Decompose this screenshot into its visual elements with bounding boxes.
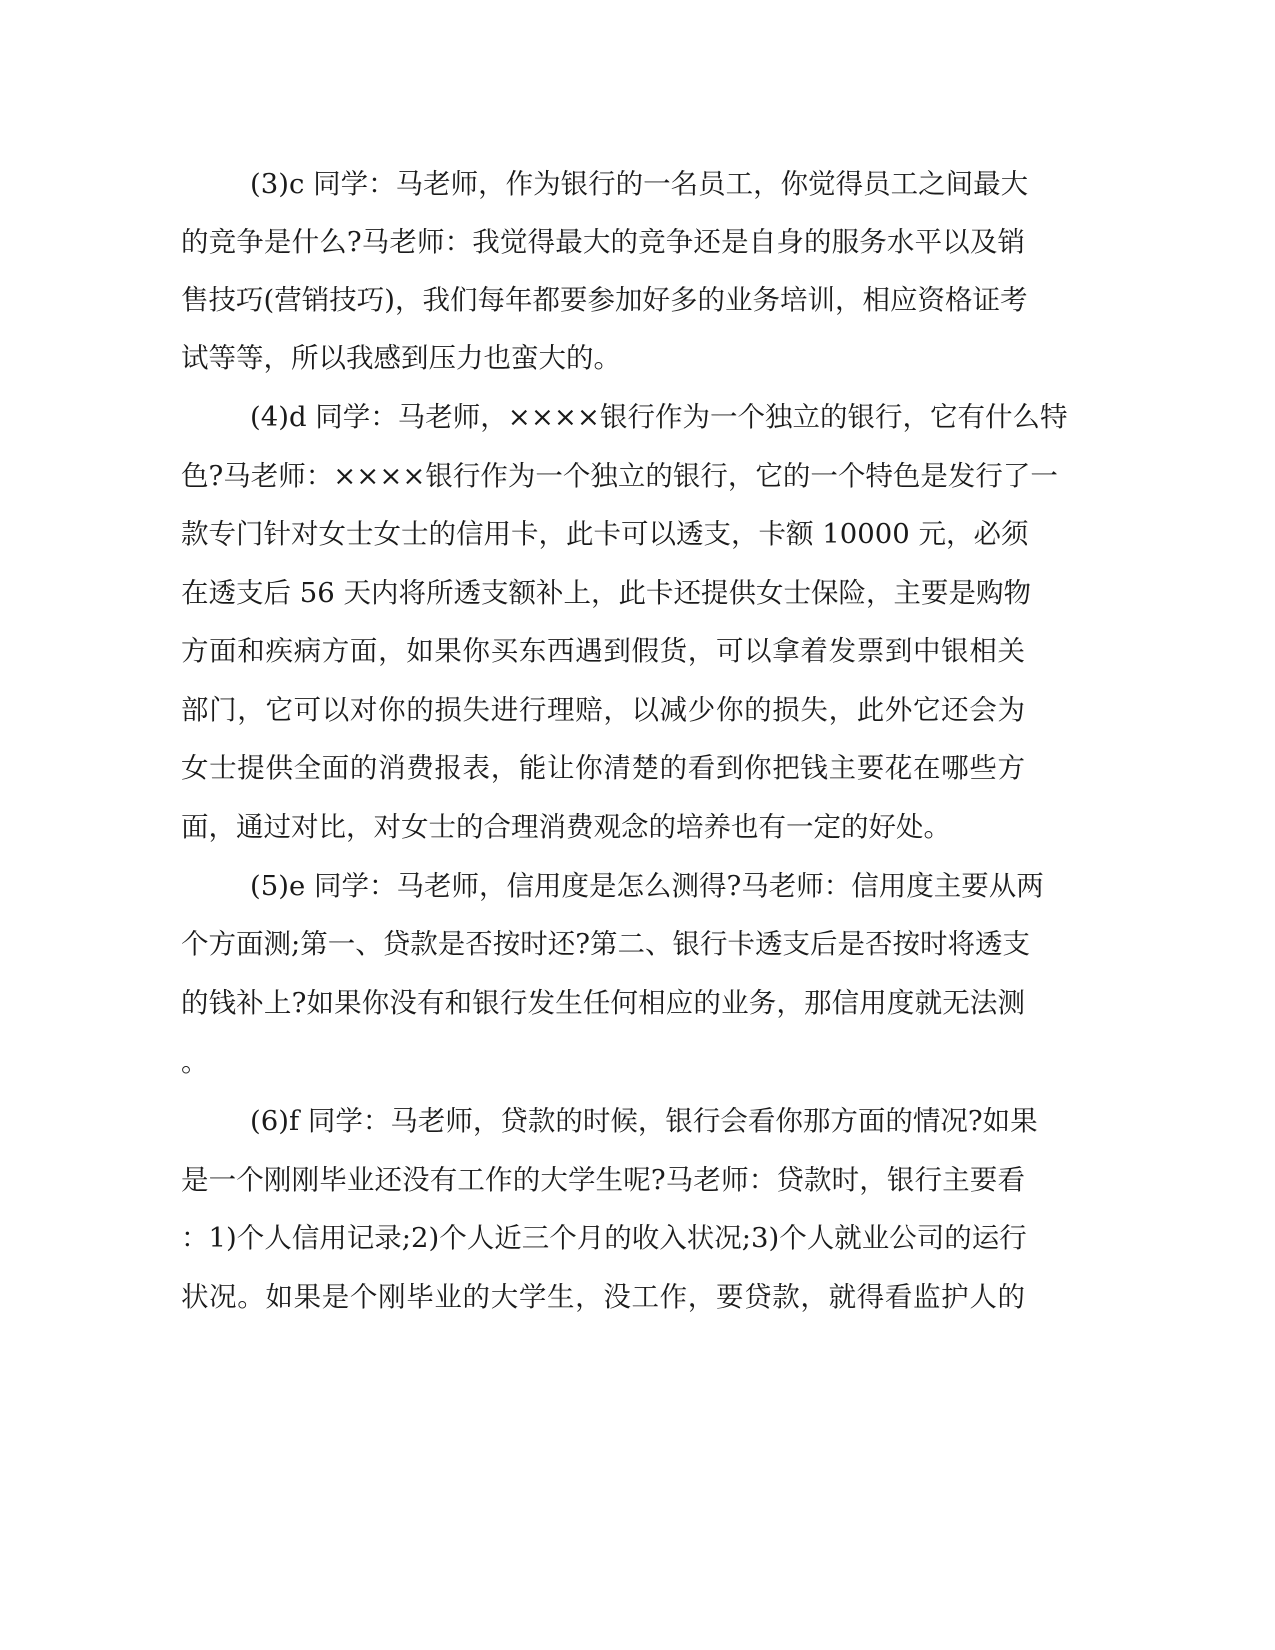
paragraph-6-line-1: (6)f 同学：马老师，贷款的时候，银行会看你那方面的情况?如果 <box>250 1105 1038 1137</box>
paragraph-5-line-2: 个方面测;第一、贷款是否按时还?第二、银行卡透支后是否按时将透支 <box>181 928 1031 960</box>
paragraph-5-line-4: 。 <box>181 1046 209 1078</box>
paragraph-3-line-1: (3)c 同学：马老师，作为银行的一名员工，你觉得员工之间最大 <box>250 168 1029 200</box>
paragraph-5-line-1: (5)e 同学：马老师，信用度是怎么测得?马老师：信用度主要从两 <box>250 870 1044 902</box>
paragraph-4-line-7: 女士提供全面的消费报表，能让你清楚的看到你把钱主要花在哪些方 <box>181 752 1025 784</box>
paragraph-3-line-4: 试等等，所以我感到压力也蛮大的。 <box>181 342 621 374</box>
paragraph-6-line-4: 状况。如果是个刚毕业的大学生，没工作，要贷款，就得看监护人的 <box>181 1281 1025 1313</box>
paragraph-4-line-6: 部门，它可以对你的损失进行理赔，以减少你的损失，此外它还会为 <box>181 694 1025 726</box>
paragraph-4-line-5: 方面和疾病方面，如果你买东西遇到假货，可以拿着发票到中银相关 <box>181 635 1025 667</box>
paragraph-4-line-3: 款专门针对女士女士的信用卡，此卡可以透支，卡额 10000 元，必须 <box>181 518 1029 550</box>
paragraph-4-line-2: 色?马老师：××××银行作为一个独立的银行，它的一个特色是发行了一 <box>181 460 1058 492</box>
paragraph-4-line-1: (4)d 同学：马老师，××××银行作为一个独立的银行，它有什么特 <box>250 401 1068 433</box>
paragraph-3-line-3: 售技巧(营销技巧)，我们每年都要参加好多的业务培训，相应资格证考 <box>181 284 1028 316</box>
paragraph-6-line-3: ：1)个人信用记录;2)个人近三个月的收入状况;3)个人就业公司的运行 <box>181 1222 1027 1254</box>
paragraph-3-line-2: 的竞争是什么?马老师：我觉得最大的竞争还是自身的服务水平以及销 <box>181 226 1025 258</box>
paragraph-4-line-4: 在透支后 56 天内将所透支额补上，此卡还提供女士保险，主要是购物 <box>181 577 1031 609</box>
paragraph-6-line-2: 是一个刚刚毕业还没有工作的大学生呢?马老师：贷款时，银行主要看 <box>181 1164 1025 1196</box>
paragraph-4-line-8: 面，通过对比，对女士的合理消费观念的培养也有一定的好处。 <box>181 811 951 843</box>
paragraph-5-line-3: 的钱补上?如果你没有和银行发生任何相应的业务，那信用度就无法测 <box>181 987 1025 1019</box>
